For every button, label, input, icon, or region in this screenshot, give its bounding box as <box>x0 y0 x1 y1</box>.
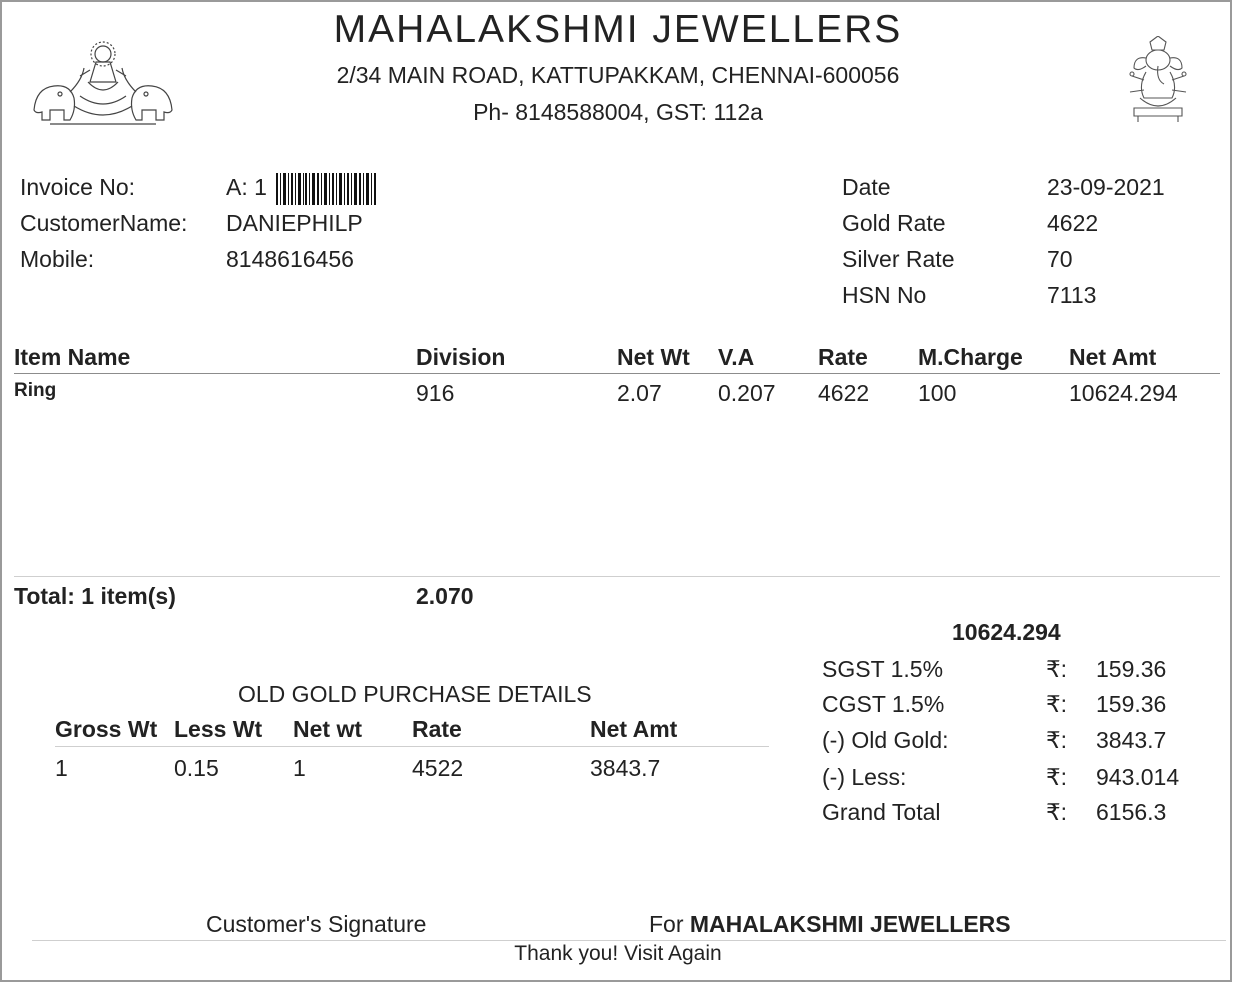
col-header-net-wt: Net Wt <box>617 344 690 370</box>
old-gold-header-divider <box>55 746 769 747</box>
less-value: 943.014 <box>1096 764 1180 790</box>
va-cell: 0.207 <box>718 380 776 406</box>
hsn-value: 7113 <box>1047 282 1097 308</box>
col-header-rate: Rate <box>818 344 868 370</box>
og-header-rate: Rate <box>412 716 462 742</box>
item-name-cell: Ring <box>14 380 57 401</box>
barcode-icon <box>276 173 376 205</box>
sgst-value: 159.36 <box>1096 656 1167 682</box>
customer-value: DANIEPHILP <box>226 210 363 236</box>
og-less-cell: 0.15 <box>174 755 219 781</box>
mcharge-cell: 100 <box>918 380 957 406</box>
date-label: Date <box>842 174 891 200</box>
for-prefix: For <box>649 911 684 937</box>
gold-rate-label: Gold Rate <box>842 210 946 236</box>
net-amt-cell: 10624.294 <box>1069 380 1178 406</box>
customer-label: CustomerName: <box>20 210 188 236</box>
old-gold-deduction-value: 3843.7 <box>1096 727 1167 753</box>
og-gross-cell: 1 <box>55 755 68 781</box>
col-header-net-amt: Net Amt <box>1069 344 1157 370</box>
og-header-net-wt: Net wt <box>293 716 362 742</box>
rate-cell: 4622 <box>818 380 870 406</box>
items-header-divider <box>14 373 1220 374</box>
rupee-symbol: ₹: <box>1046 727 1068 753</box>
net-wt-cell: 2.07 <box>617 380 662 406</box>
totals-divider <box>14 576 1220 577</box>
old-gold-deduction-label: (-) Old Gold: <box>822 727 949 753</box>
og-net-amt-cell: 3843.7 <box>590 755 661 781</box>
invoice-label: Invoice No: <box>20 174 136 200</box>
mobile-value: 8148616456 <box>226 246 354 272</box>
division-cell: 916 <box>416 380 455 406</box>
og-header-less-wt: Less Wt <box>174 716 263 742</box>
og-rate-cell: 4522 <box>412 755 464 781</box>
invoice-value: A: 1 <box>226 174 267 200</box>
authorized-signature <box>649 911 1011 938</box>
silver-rate-value: 70 <box>1047 246 1073 272</box>
total-items-label: Total: 1 item(s) <box>14 583 176 609</box>
rupee-symbol: ₹: <box>1046 656 1068 682</box>
shop-name: MAHALAKSHMI JEWELLERS <box>333 8 903 51</box>
col-header-mcharge: M.Charge <box>918 344 1023 370</box>
rupee-symbol: ₹: <box>1046 691 1068 717</box>
date-value: 23-09-2021 <box>1047 174 1165 200</box>
for-shop-name: MAHALAKSHMI JEWELLERS <box>689 911 1011 937</box>
og-header-gross-wt: Gross Wt <box>55 716 158 742</box>
shop-address: 2/34 MAIN ROAD, KATTUPAKKAM, CHENNAI-600056 <box>336 62 900 88</box>
customer-signature-label: Customer's Signature <box>206 911 427 937</box>
thank-you-message: Thank you! Visit Again <box>514 942 722 965</box>
hsn-label: HSN No <box>842 282 927 308</box>
rupee-symbol: ₹: <box>1046 764 1068 790</box>
total-amount: 10624.294 <box>952 619 1061 645</box>
shop-phone-gst: Ph- 8148588004, GST: 112a <box>473 99 763 125</box>
old-gold-title: OLD GOLD PURCHASE DETAILS <box>238 681 592 707</box>
col-header-va: V.A <box>718 344 755 370</box>
og-net-cell: 1 <box>293 755 306 781</box>
less-label: (-) Less: <box>822 764 907 790</box>
silver-rate-label: Silver Rate <box>842 246 955 272</box>
footer-divider <box>32 940 1226 941</box>
col-header-division: Division <box>416 344 506 370</box>
og-header-net-amt: Net Amt <box>590 716 678 742</box>
cgst-value: 159.36 <box>1096 691 1167 717</box>
cgst-label: CGST 1.5% <box>822 691 945 717</box>
grand-total-label: Grand Total <box>822 799 941 825</box>
col-header-item-name: Item Name <box>14 344 131 370</box>
mobile-label: Mobile: <box>20 246 95 272</box>
gold-rate-value: 4622 <box>1047 210 1099 236</box>
grand-total-value: 6156.3 <box>1096 799 1167 825</box>
total-weight: 2.070 <box>416 583 474 609</box>
sgst-label: SGST 1.5% <box>822 656 944 682</box>
rupee-symbol: ₹: <box>1046 799 1068 825</box>
